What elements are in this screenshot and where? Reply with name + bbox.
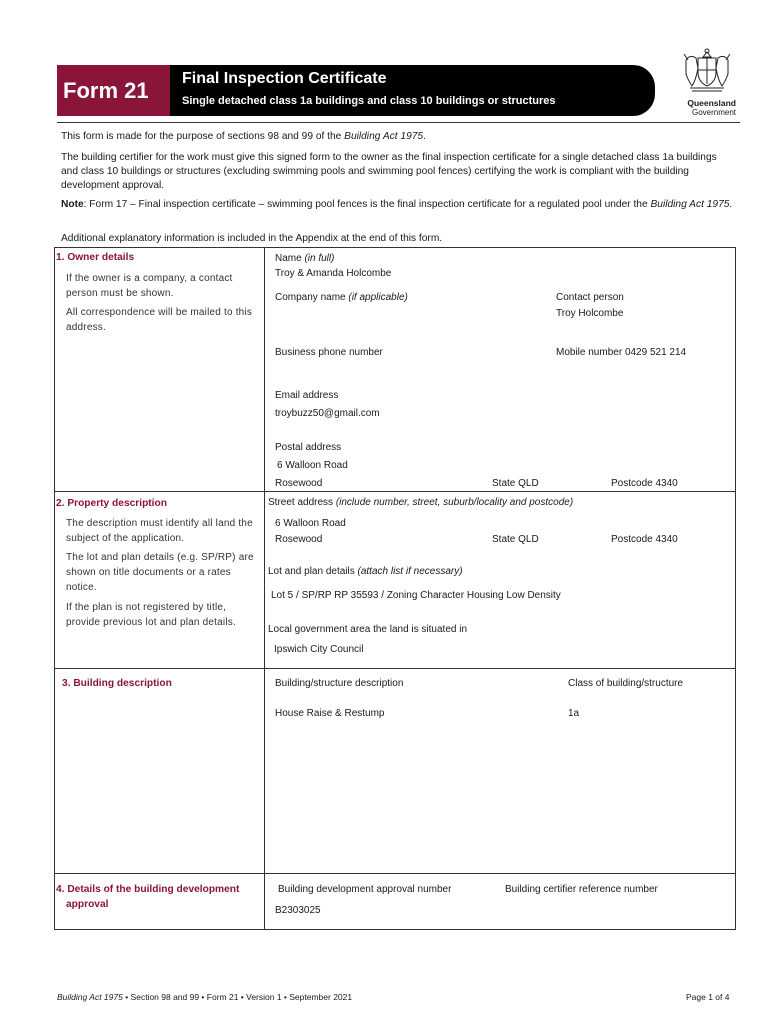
row-divider xyxy=(54,873,736,874)
street-postcode[interactable]: Postcode 4340 xyxy=(611,534,678,545)
intro-appendix-text: Additional explanatory information is included in the Appendix at the end of this form. xyxy=(61,233,443,244)
property-lot-plan-note: The lot and plan details (e.g. SP/RP) are shown on title documents or a rates notice. xyxy=(66,552,254,593)
building-class-field[interactable]: 1a xyxy=(568,708,580,719)
intro-certifier-text: The building certifier for the work must give this signed form to the owner as the final inspection certificate for a single detached class 1a buildings and class 10 buildings or structures (excluding swimming pools and swimming pool fences) certifying the work is compliant with the building development approval. xyxy=(61,152,717,191)
company-name-label-text: Company name xyxy=(275,292,349,303)
owner-name-hint: (in full) xyxy=(304,253,335,264)
queensland-government-logo xyxy=(680,48,740,122)
section-property-description-title: 2. Property description xyxy=(56,498,167,509)
mobile-number-row xyxy=(556,346,686,359)
intro-note-act: Building Act 1975 xyxy=(650,199,730,210)
intro-note xyxy=(61,198,736,212)
building-description-field[interactable]: House Raise & Restump xyxy=(275,708,385,719)
form-number-badge xyxy=(57,65,170,116)
company-name-hint: (if applicable) xyxy=(348,292,408,303)
postal-postcode[interactable]: Postcode 4340 xyxy=(611,478,678,489)
logo-government: Government xyxy=(691,108,736,117)
section-approval-title xyxy=(56,882,261,912)
lot-plan-field[interactable]: Lot 5 / SP/RP RP 35593 / Zoning Character Housing Low Density xyxy=(271,590,561,601)
header-divider xyxy=(57,122,740,123)
street-suburb[interactable]: Rosewood xyxy=(275,534,323,545)
logo-wordmark: Queensland xyxy=(687,98,736,108)
contact-person-label: Contact person xyxy=(556,292,624,303)
contact-person-field[interactable]: Troy Holcombe xyxy=(556,308,624,319)
mobile-number-field[interactable]: 0429 521 214 xyxy=(624,347,687,358)
owner-name-label xyxy=(275,252,334,265)
column-divider xyxy=(264,247,265,930)
intro-purpose xyxy=(61,130,736,144)
approval-number-field[interactable]: B2303025 xyxy=(275,905,321,916)
lot-plan-hint: (attach list if necessary) xyxy=(357,566,463,577)
lga-label: Local government area the land is situated in xyxy=(268,624,468,635)
street-address-line1[interactable]: 6 Walloon Road xyxy=(275,518,346,529)
section-building-description-title: 3. Building description xyxy=(62,678,172,689)
owner-name-label-text: Name xyxy=(275,253,305,264)
row-divider xyxy=(54,668,736,669)
footer-details: • Section 98 and 99 • Form 21 • Version 1 • September 2021 xyxy=(122,992,353,1002)
footer-meta xyxy=(57,992,352,1002)
property-unregistered-note: If the plan is not registered by title, provide previous lot and plan details. xyxy=(66,602,236,628)
business-phone-label: Business phone number xyxy=(275,347,383,358)
row-divider xyxy=(54,491,736,492)
postal-address-line1[interactable]: 6 Walloon Road xyxy=(277,460,348,471)
street-address-label xyxy=(268,496,573,509)
intro-p1-pre: This form is made for the purpose of sections 98 and 99 of the xyxy=(61,131,345,142)
page-number: Page 1 of 4 xyxy=(686,992,730,1002)
form-number: Form 21 xyxy=(63,78,149,103)
owner-name-field[interactable]: Troy & Amanda Holcombe xyxy=(275,268,392,279)
intro-p1-act: Building Act 1975 xyxy=(344,131,424,142)
street-address-hint: (include number, street, suburb/locality and postcode) xyxy=(335,497,574,508)
form-subtitle: Single detached class 1a buildings and class 10 buildings or structures xyxy=(182,95,556,107)
building-class-label: Class of building/structure xyxy=(568,678,684,689)
footer-act: Building Act 1975 xyxy=(57,992,123,1002)
email-label: Email address xyxy=(275,390,339,401)
street-state[interactable]: State QLD xyxy=(492,534,539,545)
building-description-label: Building/structure description xyxy=(275,678,404,689)
certifier-reference-label: Building certifier reference number xyxy=(505,884,658,895)
intro-note-text: : Form 17 – Final inspection certificate – swimming pool fences is the final inspection certificate for a regulated pool under the xyxy=(83,199,651,210)
section-owner-details-title: 1. Owner details xyxy=(56,252,135,263)
owner-correspondence-note: All correspondence will be mailed to this address. xyxy=(66,307,253,333)
approval-number-label: Building development approval number xyxy=(278,884,452,895)
title-bar xyxy=(170,65,655,116)
lot-plan-label xyxy=(268,565,463,578)
lga-field[interactable]: Ipswich City Council xyxy=(274,644,364,655)
section-approval-title-line1: 4. Details of the building development xyxy=(56,884,240,895)
intro-note-label: Note xyxy=(61,199,84,210)
section-approval-title-line2: approval xyxy=(66,899,109,910)
owner-company-note: If the owner is a company, a contact person must be shown. xyxy=(66,273,233,299)
postal-state[interactable]: State QLD xyxy=(492,478,539,489)
email-field[interactable]: troybuzz50@gmail.com xyxy=(275,408,380,419)
street-address-label-text: Street address xyxy=(268,497,336,508)
mobile-number-label: Mobile number xyxy=(556,347,623,358)
postal-address-label: Postal address xyxy=(275,442,342,453)
form-title: Final Inspection Certificate xyxy=(182,70,387,87)
intro-note-post: . xyxy=(729,199,733,210)
intro-p1-post: . xyxy=(423,131,426,142)
coat-of-arms-icon xyxy=(680,48,734,94)
company-name-label xyxy=(275,291,408,304)
postal-suburb[interactable]: Rosewood xyxy=(275,478,323,489)
lot-plan-label-text: Lot and plan details xyxy=(268,566,358,577)
property-identify-note: The description must identify all land the subject of the application. xyxy=(66,518,253,544)
